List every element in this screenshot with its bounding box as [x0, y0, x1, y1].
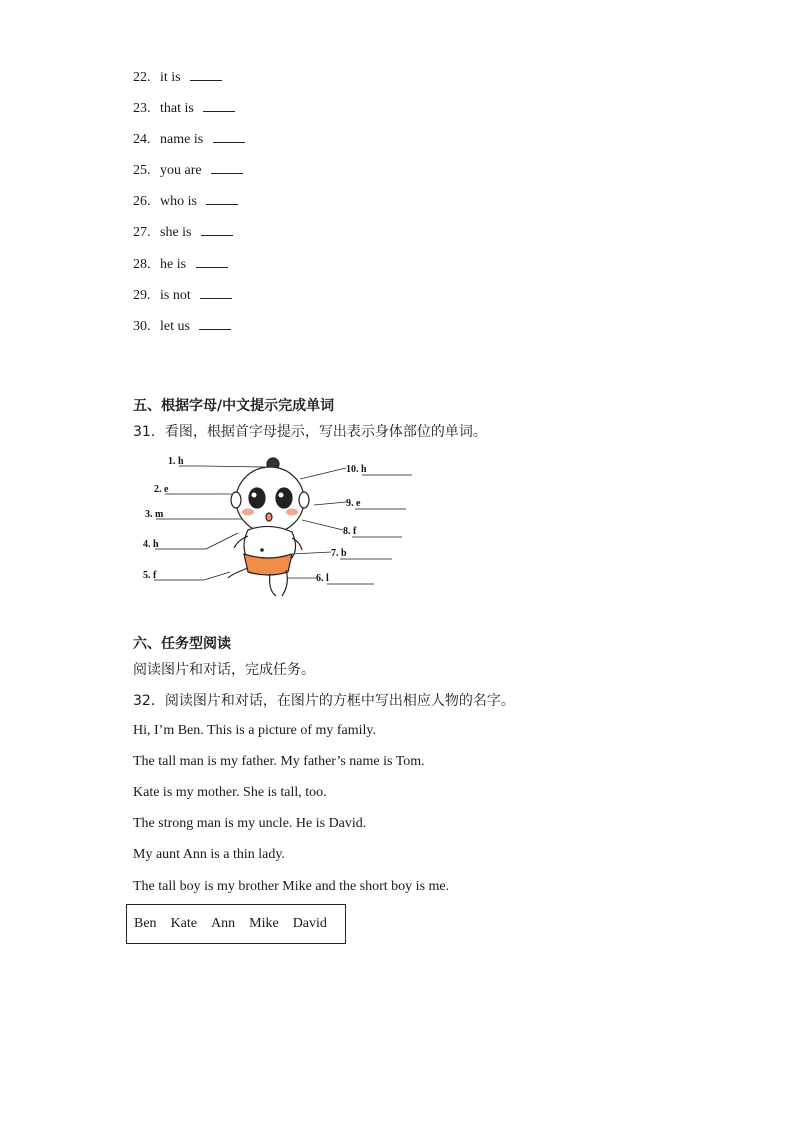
answer-blank[interactable]	[200, 286, 232, 299]
answer-blank[interactable]	[211, 161, 243, 174]
dialogue-line: The tall boy is my brother Mike and the short boy is me.	[133, 879, 450, 894]
label-1: 1. h	[168, 456, 184, 467]
answer-blank[interactable]	[199, 317, 231, 330]
item-text: that is	[160, 101, 194, 116]
item-number: 30.	[133, 319, 151, 334]
label-5: 5. f	[143, 570, 157, 581]
answer-blank[interactable]	[213, 130, 245, 143]
section-6-heading: 六、任务型阅读	[133, 636, 231, 652]
item-text: he is	[160, 257, 187, 272]
baby-illustration	[228, 458, 309, 596]
name-ben: Ben	[134, 916, 157, 931]
dialogue-line: My aunt Ann is a thin lady.	[133, 847, 285, 862]
name-kate: Kate	[170, 916, 197, 931]
label-10: 10. h	[346, 464, 367, 475]
item-27	[133, 223, 233, 242]
item-25	[133, 161, 243, 180]
answer-blank[interactable]	[196, 255, 228, 268]
question-32: 32．阅读图片和对话，在图片的方框中写出相应人物的名字。	[133, 693, 515, 709]
question-31: 31．看图，根据首字母提示，写出表示身体部位的单词。	[133, 424, 487, 440]
label-3: 3. m	[145, 509, 164, 520]
item-text: who is	[160, 194, 197, 209]
name-box	[126, 904, 346, 944]
item-number: 27.	[133, 225, 151, 240]
item-number: 22.	[133, 70, 151, 85]
item-text: it is	[160, 70, 181, 85]
baby-body-parts-figure	[140, 450, 420, 605]
reading-instruction: 阅读图片和对话，完成任务。	[133, 662, 315, 678]
name-david: David	[292, 916, 327, 931]
answer-blank[interactable]	[190, 68, 222, 81]
label-4: 4. h	[143, 539, 159, 550]
label-2: 2. e	[154, 484, 169, 495]
item-text: she is	[160, 225, 192, 240]
item-number: 23.	[133, 101, 151, 116]
label-7: 7. b	[331, 548, 347, 559]
item-text: name is	[160, 132, 204, 147]
answer-blank[interactable]	[203, 99, 235, 112]
item-22	[133, 68, 222, 87]
dialogue-line: Hi, I’m Ben. This is a picture of my family.	[133, 723, 377, 738]
item-text: is not	[160, 288, 191, 303]
dialogue-line: The strong man is my uncle. He is David.	[133, 816, 367, 831]
item-30	[133, 317, 231, 336]
item-number: 24.	[133, 132, 151, 147]
item-text: let us	[160, 319, 190, 334]
item-number: 25.	[133, 163, 151, 178]
item-number: 28.	[133, 257, 151, 272]
name-mike: Mike	[249, 916, 279, 931]
label-6: 6. l	[316, 573, 329, 584]
section-5-heading: 五、根据字母/中文提示完成单词	[133, 398, 335, 414]
item-number: 26.	[133, 194, 151, 209]
item-23	[133, 99, 235, 118]
label-8: 8. f	[343, 526, 357, 537]
item-24	[133, 130, 245, 149]
item-number: 29.	[133, 288, 151, 303]
label-9: 9. e	[346, 498, 361, 509]
dialogue-line: Kate is my mother. She is tall, too.	[133, 785, 327, 800]
answer-blank[interactable]	[206, 192, 238, 205]
item-28	[133, 255, 228, 274]
item-text: you are	[160, 163, 202, 178]
item-29	[133, 286, 232, 305]
dialogue-line: The tall man is my father. My father’s name is Tom.	[133, 754, 425, 769]
item-26	[133, 192, 238, 211]
name-ann: Ann	[211, 916, 236, 931]
answer-blank[interactable]	[201, 223, 233, 236]
